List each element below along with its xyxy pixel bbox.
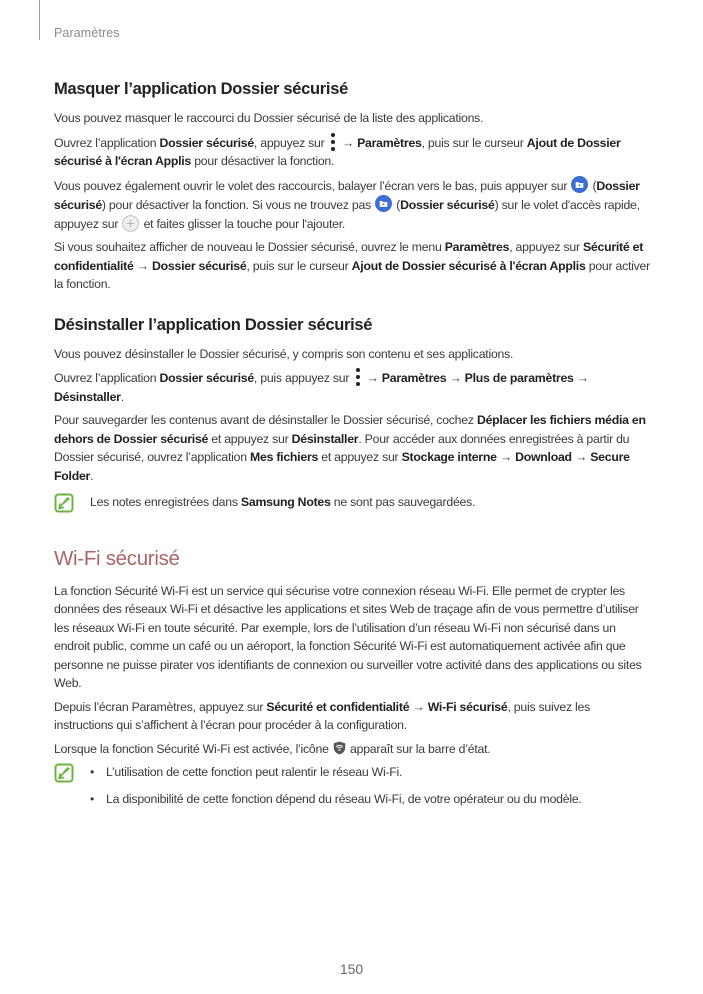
- text: apparaît sur la barre d’état.: [346, 741, 491, 756]
- text: et faites glisser la touche pour l'ajouter.: [140, 216, 346, 231]
- section-uninstall-secure-folder: [54, 316, 650, 517]
- chapter-title: Wi-Fi sécurisé: [54, 546, 180, 570]
- text: .: [90, 468, 94, 483]
- paragraph: [54, 698, 650, 735]
- bold-term: Plus de paramètres: [464, 371, 574, 385]
- bold-term: Stockage interne: [401, 450, 497, 464]
- text: (: [393, 198, 401, 212]
- text: →: [573, 371, 589, 385]
- paragraph: [54, 368, 650, 406]
- paragraph: [54, 411, 650, 485]
- bold-term: Dossier sécurisé: [159, 135, 254, 150]
- bold-term: Ajout de Dossier sécurisé à l'écran Applis: [54, 135, 621, 168]
- note-body: [90, 493, 650, 517]
- text: pour activer la fonction.: [54, 258, 650, 291]
- text: Lorsque la fonction Sécurité Wi-Fi est activée, l’icône: [54, 741, 332, 756]
- note-body: [90, 763, 650, 816]
- bold-term: Désinstaller: [54, 389, 121, 404]
- note-bullet-list: [90, 763, 650, 808]
- text: →: [446, 371, 465, 385]
- bold-term: Samsung Notes: [240, 495, 331, 509]
- note-pen-icon: [54, 763, 74, 783]
- text: →: [133, 258, 152, 273]
- bullet-item: • L’utilisation de cette fonction peut ralentir le réseau Wi-Fi.: [90, 763, 650, 782]
- text: →: [571, 450, 591, 464]
- text: ) pour désactiver la fonction. Si vous ne trouvez pas: [101, 198, 375, 212]
- page-number: 150: [339, 961, 364, 977]
- paragraph: La fonction Sécurité Wi-Fi est un service qui sécurise votre connexion réseau Wi-Fi. Elle permet de crypter les données des réseaux Wi-Fi et désactive les applications et sites Web de traçage afin de vous permettre d’utiliser les réseaux Wi-Fi en toute sécurité. Par exemple, lors de l’utilisation d’un réseau Wi-Fi non sécurisé dans un endroit public, comme un café ou un aéroport, la fonction Sécurité Wi-Fi est automatiquement activée afin que personne ne puisse pirater vos identifiants de connexion ou surveiller votre activité dans des applications ou sites Web.: [54, 583, 642, 690]
- section-hide-secure-folder: [54, 80, 650, 294]
- text: et appuyez sur: [318, 450, 402, 464]
- bold-term: Secure Folder: [54, 450, 630, 483]
- paragraph: [54, 133, 650, 171]
- bold-term: Sécurité et confidentialité: [54, 240, 644, 273]
- text: . Pour accéder aux données enregistrées à partir du Dossier sécurisé, ouvrez l’application: [54, 431, 630, 464]
- secure-folder-icon: [375, 195, 392, 212]
- text: →: [409, 699, 428, 714]
- text: Si vous souhaitez afficher de nouveau le Dossier sécurisé, ouvrez le menu: [54, 240, 445, 254]
- more-options-icon: [330, 133, 337, 151]
- note: [54, 493, 650, 517]
- section-title: Désinstaller l’application Dossier sécurisé: [54, 315, 373, 334]
- text: , puis sur le curseur: [421, 135, 527, 150]
- section-secure-wifi: [54, 547, 650, 817]
- text: ) sur le volet d'accès rapide, appuyez sur: [54, 198, 640, 231]
- text: (: [589, 178, 597, 193]
- text: , puis suivez les instructions qui s’affichent à l’écran pour procéder à la configuration.: [54, 699, 591, 732]
- text: Pour sauvegarder les contenus avant de désinstaller le Dossier sécurisé, cochez: [54, 413, 477, 427]
- text: Ouvrez l’application: [54, 135, 160, 150]
- section-title: Masquer l’application Dossier sécurisé: [54, 80, 348, 98]
- more-options-icon: [354, 368, 361, 386]
- text: Les notes enregistrées dans: [90, 495, 241, 509]
- paragraph: [54, 238, 650, 294]
- text: .: [120, 389, 124, 404]
- secure-folder-icon: [571, 176, 588, 193]
- paragraph: [54, 740, 650, 759]
- bold-term: Dossier sécurisé: [159, 371, 254, 385]
- bold-term: Ajout de Dossier sécurisé à l'écran Applis: [351, 258, 586, 273]
- bold-term: Désinstaller: [291, 431, 359, 446]
- paragraph: [54, 176, 650, 234]
- bold-term: Wi-Fi sécurisé: [427, 699, 508, 714]
- text: et appuyez sur: [208, 431, 292, 446]
- text: , puis appuyez sur: [253, 371, 353, 385]
- bold-term: Paramètres: [357, 135, 422, 150]
- text: →: [363, 371, 382, 385]
- bold-term: Dossier sécurisé: [152, 258, 247, 273]
- text: →: [338, 135, 358, 150]
- bullet-item: • La disponibilité de cette fonction dépend du réseau Wi-Fi, de votre opérateur ou du modèle.: [90, 790, 650, 809]
- text: Vous pouvez également ouvrir le volet des raccourcis, balayer l’écran vers le bas, puis appuyer sur: [54, 178, 571, 193]
- page-content: [54, 80, 650, 816]
- bold-term: Mes fichiers: [249, 450, 319, 464]
- bold-term: Paramètres: [381, 371, 447, 385]
- running-header: Paramètres: [54, 26, 120, 40]
- note-text: [90, 493, 650, 512]
- bold-term: Déplacer les fichiers média en dehors de Dossier sécurisé: [54, 413, 646, 446]
- note-pen-icon: [54, 493, 74, 513]
- text: Depuis l’écran Paramètres, appuyez sur: [54, 699, 267, 714]
- paragraph: Vous pouvez masquer le raccourci du Dossier sécurisé de la liste des applications.: [54, 111, 484, 125]
- bold-term: Download: [515, 450, 572, 464]
- paragraph: Vous pouvez désinstaller le Dossier sécurisé, y compris son contenu et ses applications.: [54, 346, 514, 361]
- secure-wifi-shield-icon: [333, 741, 346, 755]
- add-plus-icon: [122, 215, 139, 232]
- margin-rule: [39, 0, 40, 40]
- bold-term: Dossier sécurisé: [54, 178, 640, 212]
- text: →: [496, 450, 516, 464]
- text: ne sont pas sauvegardées.: [330, 495, 476, 509]
- bold-term: Sécurité et confidentialité: [266, 699, 410, 714]
- text: pour désactiver la fonction.: [191, 154, 335, 168]
- text: , appuyez sur: [253, 135, 328, 150]
- bold-term: Dossier sécurisé: [400, 198, 495, 212]
- bold-term: Paramètres: [444, 240, 510, 254]
- text: , puis sur le curseur: [246, 258, 352, 273]
- note: [54, 763, 650, 816]
- text: Ouvrez l’application: [54, 371, 160, 385]
- text: , appuyez sur: [509, 240, 583, 254]
